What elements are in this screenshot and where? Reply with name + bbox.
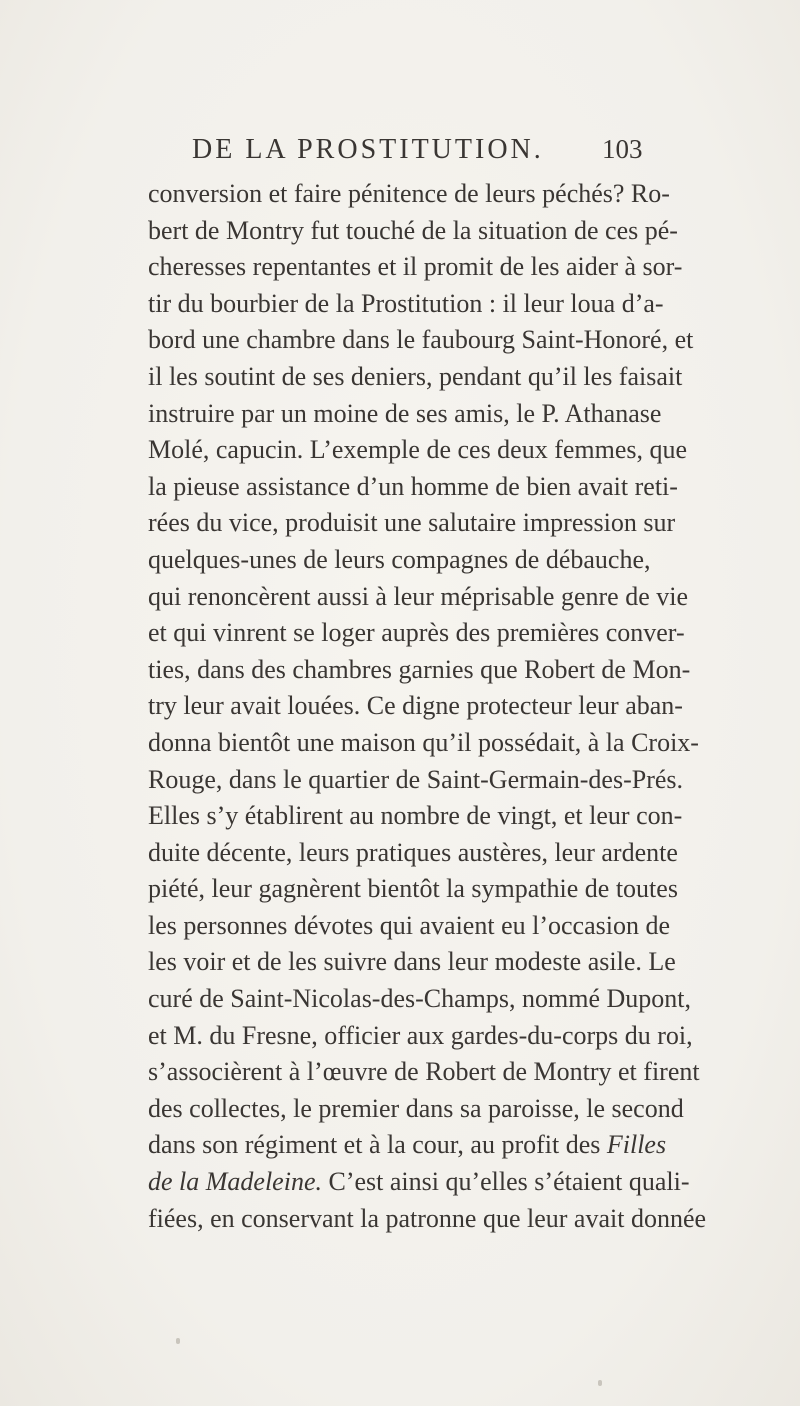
line-segment: dans son régiment et à la cour, au profit des xyxy=(148,1130,601,1160)
text-line: piété, leur gagnèrent bientôt la sympathie de toutes xyxy=(148,874,678,904)
text-line: Molé, capucin. L’exemple de ces deux femmes, que xyxy=(148,435,688,465)
text-line: et qui vinrent se loger auprès des premières conver- xyxy=(148,618,685,648)
text-line: donna bientôt une maison qu’il possédait, à la Croix- xyxy=(148,727,699,757)
text-line: les personnes dévotes qui avaient eu l’occasion de xyxy=(148,910,670,940)
text-line xyxy=(148,1164,690,1201)
italic-title: Filles xyxy=(606,1130,667,1160)
page-number: 103 xyxy=(602,134,643,164)
text-line: qui renoncèrent aussi à leur méprisable genre de vie xyxy=(148,581,688,611)
line-segment: C’est ainsi qu’elles s’étaient quali- xyxy=(322,1167,690,1197)
text-line: fiées, en conservant la patronne que leur avait donnée xyxy=(148,1203,707,1233)
text-line: tir du bourbier de la Prostitution : il leur loua d’a- xyxy=(148,288,664,318)
paper-speck xyxy=(598,1380,602,1386)
text-line: et M. du Fresne, officier aux gardes-du-corps du roi, xyxy=(148,1020,693,1050)
page-header xyxy=(0,128,800,168)
paper-speck xyxy=(176,1338,180,1344)
text-line: ties, dans des chambres garnies que Robert de Mon- xyxy=(148,654,691,684)
text-line: rées du vice, produisit une salutaire impression sur xyxy=(148,508,676,538)
running-title: DE LA PROSTITUTION. xyxy=(192,134,544,165)
text-line: bert de Montry fut touché de la situation de ces pé- xyxy=(148,215,678,245)
text-line: instruire par un moine de ses amis, le P. Athanase xyxy=(148,398,662,428)
text-line: conversion et faire pénitence de leurs péchés? Ro- xyxy=(148,179,670,208)
italic-title: de la Madeleine. xyxy=(148,1167,322,1197)
text-line: cheresses repentantes et il promit de les aider à sor- xyxy=(148,252,683,282)
text-line: quelques-unes de leurs compagnes de débauche, xyxy=(148,544,651,574)
text-line: duite décente, leurs pratiques austères, leur ardente xyxy=(148,837,678,867)
text-line: il les soutint de ses deniers, pendant qu’il les faisait xyxy=(148,361,683,391)
text-line xyxy=(148,1127,667,1164)
text-line: Rouge, dans le quartier de Saint-Germain-des-Prés. xyxy=(148,764,684,794)
text-line: curé de Saint-Nicolas-des-Champs, nommé Dupont, xyxy=(148,984,691,1014)
text-line: Elles s’y établirent au nombre de vingt, et leur con- xyxy=(148,801,683,831)
text-line: les voir et de les suivre dans leur modeste asile. Le xyxy=(148,947,676,977)
text-line: try leur avait louées. Ce digne protecteur leur aban- xyxy=(148,691,683,721)
text-line: s’associèrent à l’œuvre de Robert de Montry et firent xyxy=(148,1057,700,1087)
body-text xyxy=(148,176,707,1237)
text-line: bord une chambre dans le faubourg Saint-Honoré, et xyxy=(148,325,694,355)
text-line: la pieuse assistance d’un homme de bien avait reti- xyxy=(148,471,678,501)
text-line: des collectes, le premier dans sa paroisse, le second xyxy=(148,1093,684,1123)
